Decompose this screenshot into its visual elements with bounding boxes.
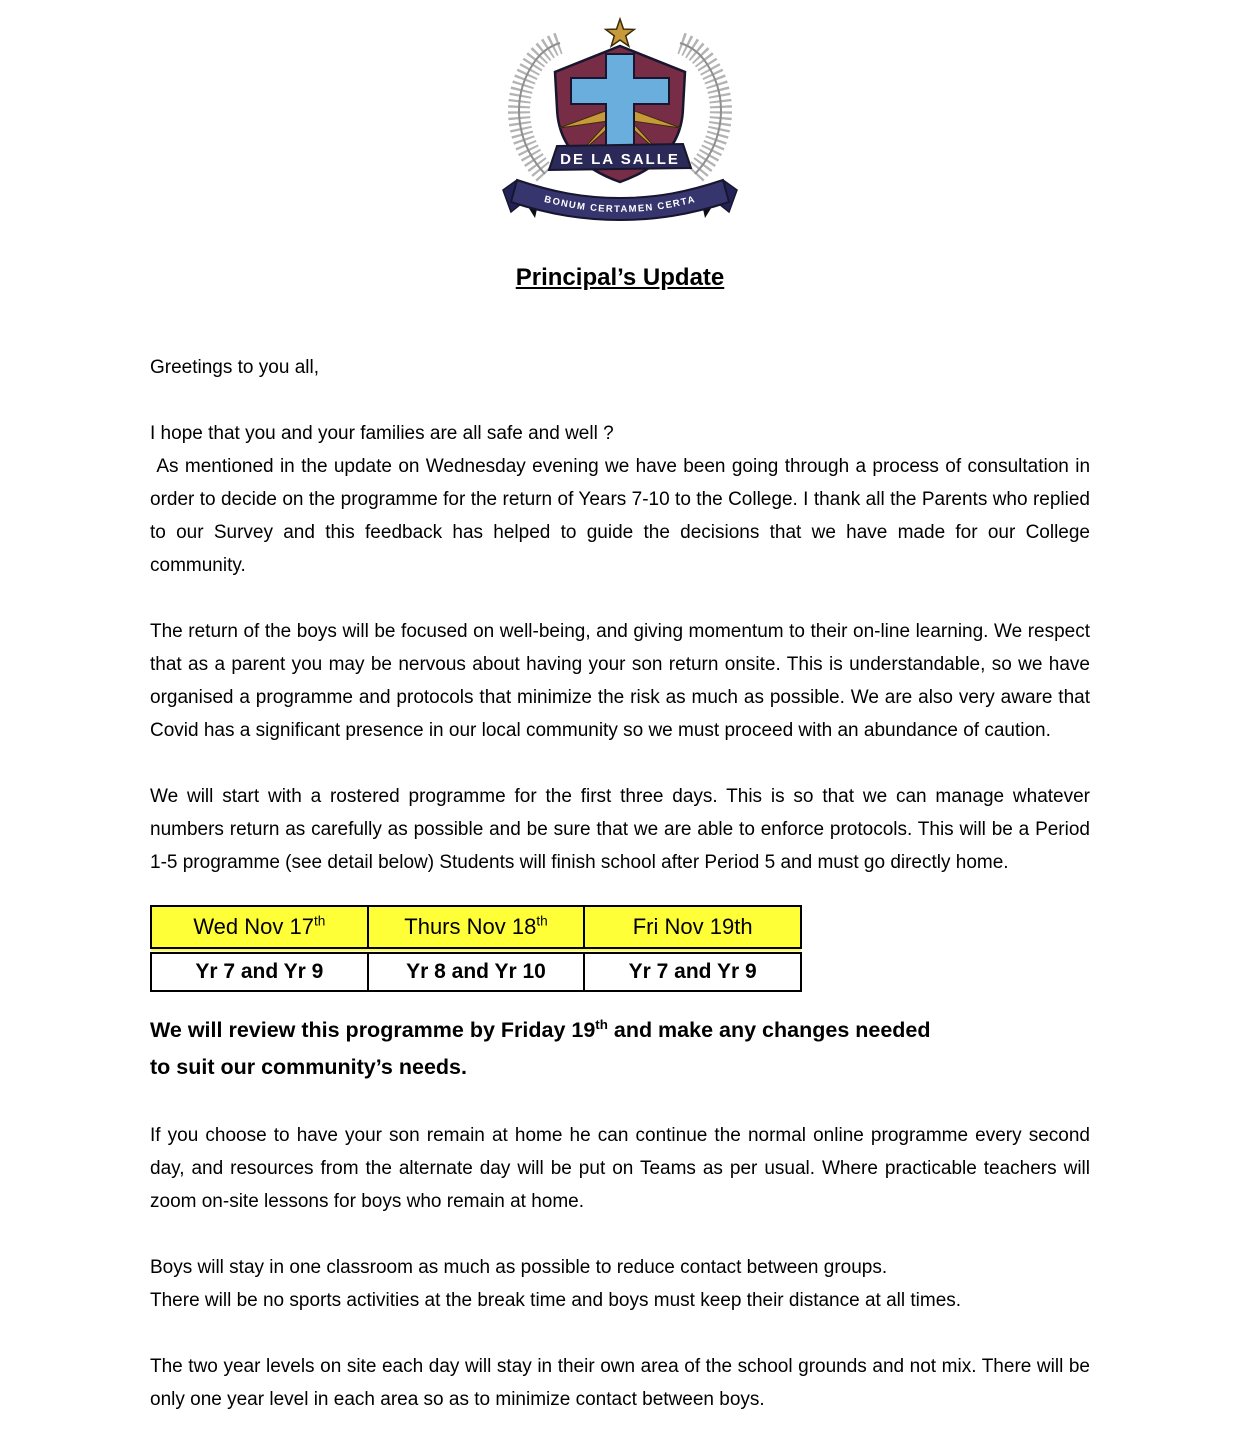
review-ordinal-suffix: th [595, 1016, 608, 1032]
intro-line-1: I hope that you and your families are all safe and well ? [150, 423, 614, 444]
paragraph-remain-home: If you choose to have your son remain at home he can continue the normal online programme every second day, and resources from the alternate day will be put on Teams as per usual. Where practicable teachers will zoom on-site lessons for boys who remain at home. [150, 1125, 1090, 1212]
paragraph-return-focus: The return of the boys will be focused on well-being, and giving momentum to their on-line learning. We respect that as a parent you may be nervous about having your son return onsite. This is understandable, so we have organised a programme and protocols that minimize the risk as much as possible. We are also very aware that Covid has a significant presence in our local community so we must proceed with an abundance of caution. [150, 621, 1090, 741]
classroom-line-2: There will be no sports activities at the break time and boys must keep their distance at all times. [150, 1290, 962, 1311]
roster-day-label: Thurs Nov 18 [404, 914, 537, 939]
review-line-1: We will review this programme by Friday 19 [150, 1018, 596, 1042]
roster-cell-fri: Yr 7 and Yr 9 [584, 951, 801, 992]
paragraph-intro [150, 417, 1096, 582]
roster-header-thurs [368, 906, 585, 951]
crest-icon [496, 12, 744, 224]
school-name-banner [549, 144, 691, 170]
roster-header-wed [151, 906, 368, 951]
roster-day-label: Wed Nov 17 [193, 914, 314, 939]
classroom-line-1: Boys will stay in one classroom as much as possible to reduce contact between groups. [150, 1257, 888, 1278]
roster-day-label: Fri Nov 19th [632, 914, 753, 939]
paragraph-year-level-areas: The two year levels on site each day will stay in their own area of the school grounds and not mix. There will be only one year level in each area so as to minimize contact between boys. [150, 1356, 1090, 1410]
roster-header-row [151, 906, 801, 951]
motto-text: BONUM CERTAMEN CERTA [543, 194, 697, 216]
paragraph-rostered-programme: We will start with a rostered programme for the first three days. This is so that we can manage whatever numbers return as carefully as possible and be sure that we are able to enforce protocols. This will be a Period 1-5 programme (see detail below) Students will finish school after Period 5 and must go directly home. [150, 786, 1090, 873]
roster-header-fri [584, 906, 801, 951]
review-statement [150, 1012, 1090, 1086]
roster-cell-thurs: Yr 8 and Yr 10 [368, 951, 585, 992]
school-name-text: DE LA SALLE [560, 151, 680, 168]
paragraph-classroom-rules [150, 1251, 1090, 1317]
roster-table [150, 905, 802, 992]
review-line-2: to suit our community’s needs. [150, 1055, 467, 1079]
school-crest-logo [0, 0, 1240, 229]
review-line-1-end: and make any changes needed [607, 1018, 931, 1042]
motto-ribbon [503, 180, 737, 220]
roster-cell-wed: Yr 7 and Yr 9 [151, 951, 368, 992]
roster-data-row [151, 951, 801, 992]
star-icon [606, 19, 635, 46]
page-title: Principal’s Update [515, 264, 725, 291]
roster-day-suffix: th [313, 913, 326, 929]
letter-body [150, 351, 1096, 1416]
intro-line-2: As mentioned in the update on Wednesday evening we have been going through a process of consultation in order to decide on the programme for the return of Years 7-10 to the College. I thank all the Parents who replied to our Survey and this feedback has helped to guide the decisions that we have made for our College community. [150, 456, 1096, 576]
greeting-text: Greetings to you all, [150, 357, 319, 378]
roster-day-suffix: th [536, 913, 548, 929]
